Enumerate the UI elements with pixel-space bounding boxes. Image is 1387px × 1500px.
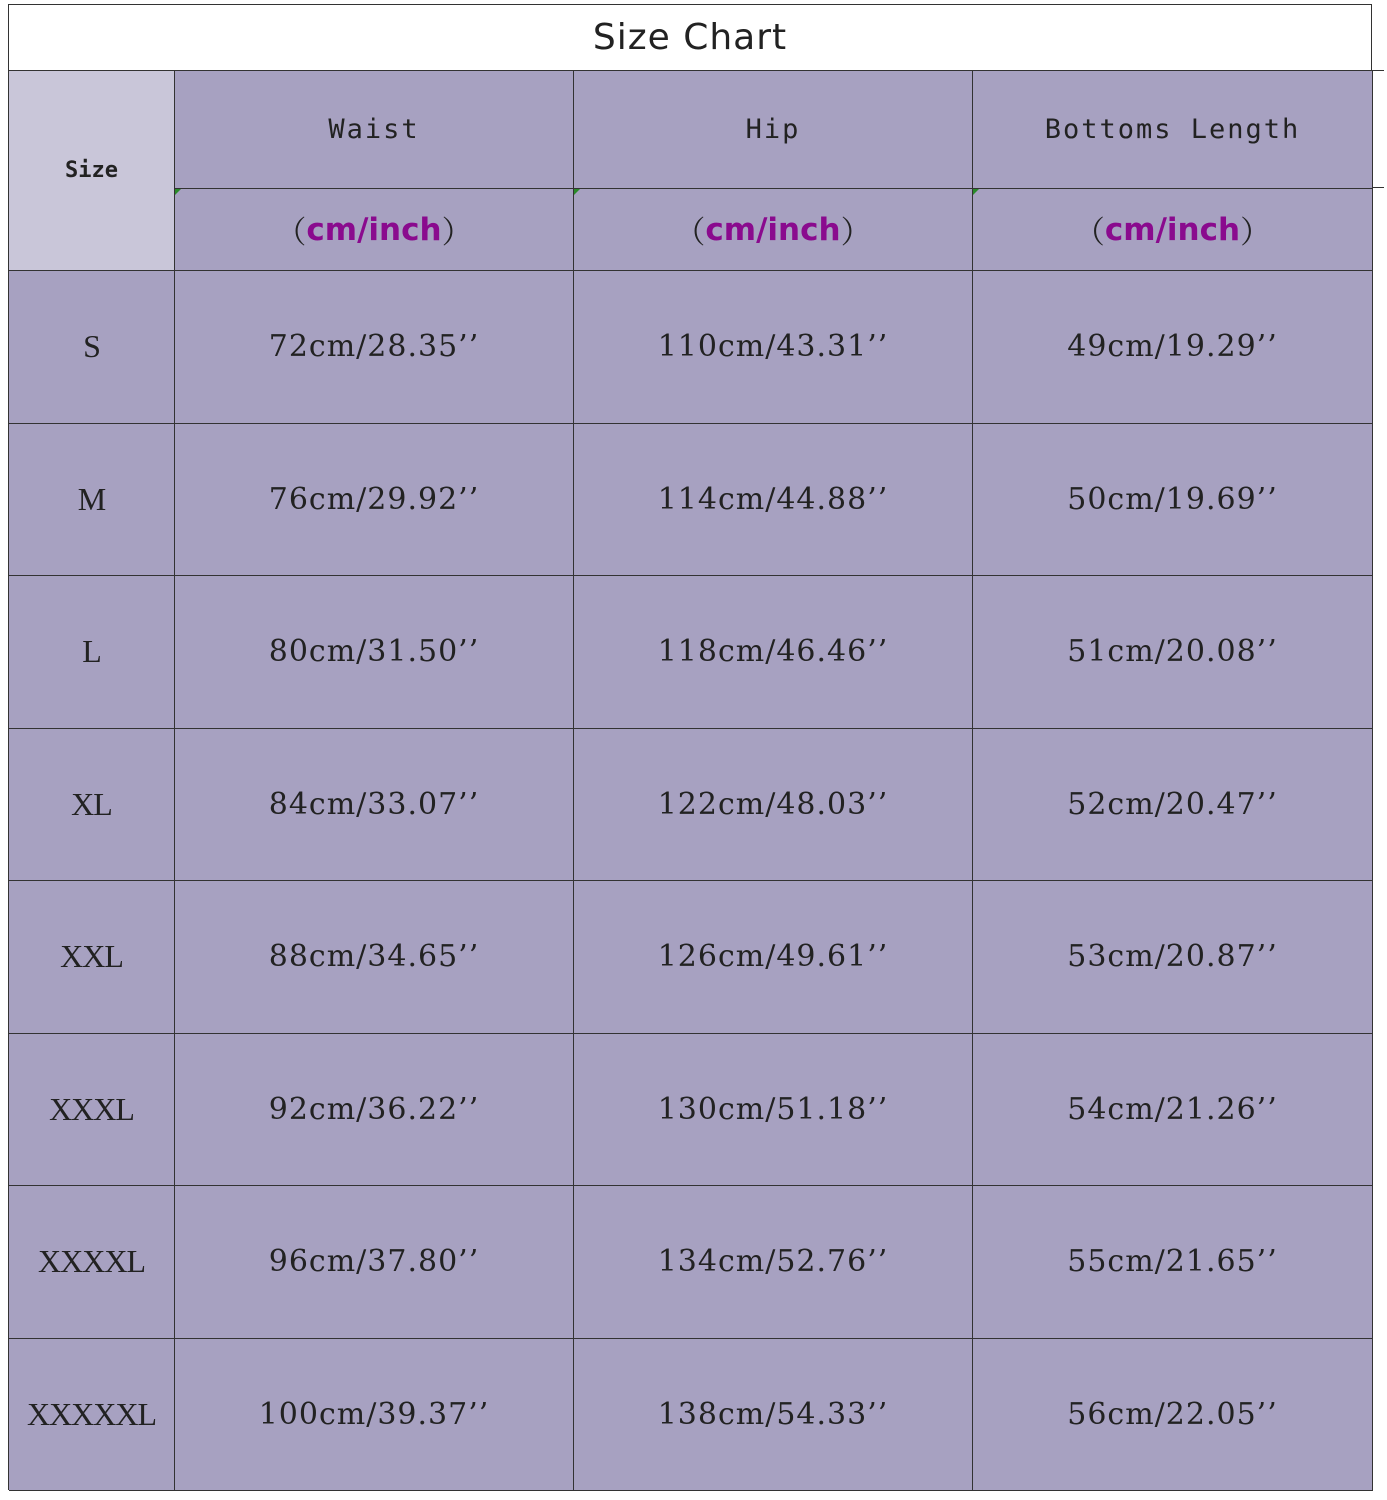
length-cell: 49cm/19.29’’ [973, 271, 1373, 424]
length-cell: 51cm/20.08’’ [973, 576, 1373, 729]
cell-corner-marker [574, 189, 580, 195]
size-cell: XXL [9, 881, 175, 1034]
hip-cell: 114cm/44.88’’ [574, 424, 973, 577]
size-cell: XXXXXL [9, 1339, 175, 1492]
waist-cell: 100cm/39.37’’ [175, 1339, 574, 1492]
length-unit-header [973, 189, 1373, 271]
hip-cell: 138cm/54.33’’ [574, 1339, 973, 1492]
hip-column-header: Hip [574, 71, 973, 189]
hip-cell: 118cm/46.46’’ [574, 576, 973, 729]
length-cell: 52cm/20.47’’ [973, 729, 1373, 882]
hip-unit-header [574, 189, 973, 271]
length-cell: 50cm/19.69’’ [973, 424, 1373, 577]
unit-open-paren: （ [1073, 215, 1105, 251]
unit-close-paren: ） [840, 215, 872, 251]
waist-cell: 72cm/28.35’’ [175, 271, 574, 424]
cell-corner-marker [973, 189, 979, 195]
hip-cell: 122cm/48.03’’ [574, 729, 973, 882]
page-title: Size Chart [592, 17, 788, 58]
size-cell: XL [9, 729, 175, 882]
length-cell: 54cm/21.26’’ [973, 1034, 1373, 1187]
unit-label: cm/inch [705, 211, 841, 248]
waist-column-header: Waist [175, 71, 574, 189]
hip-cell: 130cm/51.18’’ [574, 1034, 973, 1187]
unit-open-paren: （ [674, 215, 706, 251]
size-cell: L [9, 576, 175, 729]
header-divider-extension [1372, 70, 1384, 71]
waist-cell: 84cm/33.07’’ [175, 729, 574, 882]
size-cell: XXXL [9, 1034, 175, 1187]
size-cell: M [9, 424, 175, 577]
hip-cell: 134cm/52.76’’ [574, 1186, 973, 1339]
size-cell: XXXXL [9, 1186, 175, 1339]
length-cell: 55cm/21.65’’ [973, 1186, 1373, 1339]
waist-cell: 88cm/34.65’’ [175, 881, 574, 1034]
unit-open-paren: （ [275, 215, 307, 251]
header-divider-extension [1372, 187, 1384, 188]
waist-cell: 92cm/36.22’’ [175, 1034, 574, 1187]
hip-cell: 110cm/43.31’’ [574, 271, 973, 424]
waist-cell: 96cm/37.80’’ [175, 1186, 574, 1339]
waist-cell: 76cm/29.92’’ [175, 424, 574, 577]
unit-label: cm/inch [306, 211, 442, 248]
length-column-header: Bottoms Length [973, 71, 1373, 189]
length-cell: 53cm/20.87’’ [973, 881, 1373, 1034]
size-column-header: Size [9, 71, 175, 271]
hip-cell: 126cm/49.61’’ [574, 881, 973, 1034]
cell-corner-marker [175, 189, 181, 195]
length-cell: 56cm/22.05’’ [973, 1339, 1373, 1492]
unit-close-paren: ） [441, 215, 473, 251]
size-chart-table [8, 70, 1372, 1490]
waist-unit-header [175, 189, 574, 271]
size-cell: S [9, 271, 175, 424]
unit-label: cm/inch [1104, 211, 1241, 248]
size-chart-title-bar [8, 4, 1372, 70]
waist-cell: 80cm/31.50’’ [175, 576, 574, 729]
unit-close-paren: ） [1240, 215, 1272, 251]
